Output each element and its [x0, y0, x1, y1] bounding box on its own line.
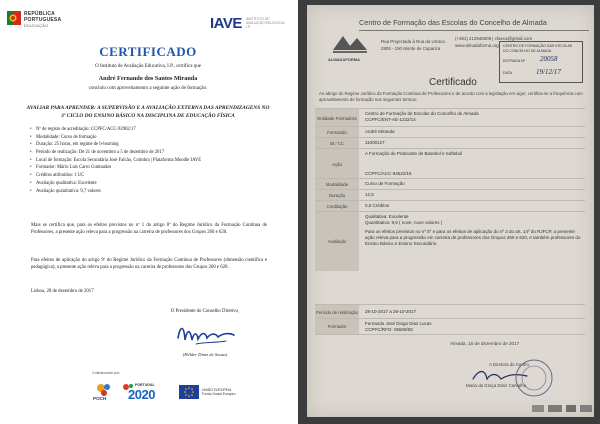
contact-line: (+351) 212946808 | cfaeca@gmail.com — [455, 36, 532, 41]
entity-label: Entidade Formadora — [315, 109, 359, 127]
detail-item: • Avaliação qualitativa: Excelente — [30, 180, 270, 188]
bi-value: 11000127 — [365, 140, 385, 145]
evaluation-qualitative: Qualitativa: Excelente — [365, 214, 409, 219]
stamp-line-3: ENTRADA Nº — [503, 59, 525, 63]
detail-item: • Formador: Mário Luís Carro Guimarães — [30, 164, 270, 172]
republic-sub: EDUCAÇÃO — [24, 23, 49, 28]
course-details-list — [30, 126, 270, 195]
director-title: A Diretora do Centro — [489, 362, 530, 367]
trainer-value — [365, 321, 583, 333]
course-title — [0, 104, 296, 120]
iave-subtitle: INSTITUTO DE AVALIAÇÃO EDUCATIVA, I.P. — [246, 17, 286, 29]
detail-item: • Modalidade: Curso de formação — [30, 134, 270, 142]
portugal-label: PORTUGAL — [135, 383, 155, 387]
portugal-year: 2020 — [128, 387, 155, 402]
duration-label: Duração — [315, 190, 359, 201]
republic-line2: PORTUGUESA — [24, 17, 62, 23]
footer-logos-icon — [532, 404, 592, 413]
evaluation-note: Para os efeitos previstos no nº 5º e para os efeitos de aplicação do nº 3 do art. 14º do RJFCP, a presente ação releva para a progressão em carreira de professores dos Grupos 260 e 620, e também professores do Ensino Básico e Ensino Secundário. — [365, 229, 581, 246]
detail-item: • Duração: 25 horas, em regime de b-learning — [30, 141, 270, 149]
detail-item: • Avaliação quantitativa: 9,7 valores — [30, 188, 270, 196]
scanned-intro: Ao abrigo do Regime Jurídico da Formação Contínua de Professores e de acordo com a legislação em vigor, certifica-se a frequência com aproveitamento de formação nos seguintes termos: — [319, 91, 583, 102]
eu-text: UNIÃO EUROPEIA Fundo Social Europeu — [202, 388, 236, 396]
period-value: 28-10-2017 a 28-10-2017 — [365, 309, 417, 314]
entity-value-line-2: CCPFC/ENT-AE-1232/14 — [365, 117, 416, 122]
scanned-place-date: Almada, 18 de dezembro de 2017 — [450, 341, 520, 346]
trainer-label: Formador — [315, 319, 359, 334]
stamp-handwritten-date: 19/12/17 — [536, 68, 561, 76]
bi-label: BI / CC — [315, 138, 359, 149]
president-label: O Presidente do Conselho Diretivo, — [170, 309, 240, 314]
place-date: Lisboa, 28 de dezembro de 2017 — [31, 289, 94, 294]
director-name: Maria da Graça Diniz Carvalho — [466, 383, 527, 388]
certification-paragraph-1: Mais se certifica que, para os efeitos previstos no nº 1 do artigo 8º do Regime Jurídico da Formação Contínua de Professores, a presente ação releva para a progressão na carreira de professores dos Grupos 260 e 620. — [31, 223, 267, 235]
action-value: A Formação do Praticante de Basebol e Softebol — [365, 151, 463, 156]
credits-label: Creditação — [315, 201, 359, 212]
certification-paragraph-2: Para efeitos de aplicação do artigo 9º do Regime Jurídico da Formação Contínua de Professores (dimensão científica e pedagógica), a presente ação releva para a progressão na carreira de professores dos Grupos 260 e 620. — [31, 258, 267, 270]
row-period — [315, 304, 585, 319]
evaluation-label: Avaliação — [315, 212, 359, 271]
reception-stamp — [499, 41, 583, 83]
intro-line-2: concluiu com aproveitamento a seguinte ação de formação: — [88, 86, 208, 91]
certificate-iave — [0, 0, 296, 424]
poch-logo-text: POCH — [93, 396, 107, 401]
row-entity — [315, 108, 585, 127]
stamp-handwritten-number: 20058 — [540, 55, 558, 63]
entity-value-line-1: Centro de Formação de Escolas do Concelho de Almada — [365, 111, 479, 116]
poch-logo — [92, 381, 118, 403]
course-title-line-2: 3º CICLO DO ENSINO BÁSICO NA DISCIPLINA DE EDUCAÇÃO FÍSICA — [61, 113, 235, 119]
center-address — [381, 38, 445, 52]
row-action — [315, 148, 585, 179]
entity-value — [365, 111, 583, 123]
evaluation-value — [365, 214, 583, 247]
funding-label: Cofinanciado por: — [92, 371, 121, 375]
stamp-line-1: CENTRO DE FORMAÇÃO DAS ESCOLAS — [503, 44, 573, 48]
modality-value: Curso de Formação — [365, 181, 405, 186]
address-line-1: Rua Projectada à Rua da Urraca — [381, 39, 445, 44]
trainee-value: André Miranda — [365, 129, 395, 134]
certificate-title: CERTIFICADO — [99, 44, 197, 59]
iave-logo: IAVE — [210, 15, 242, 32]
detail-item: • Créditos atribuídos: 1 UC — [30, 172, 270, 180]
intro-line-1: O Instituto de Avaliação Educativa, I.P., certifica que — [95, 64, 201, 69]
detail-item: • Nº de registo de acreditação: CCPFC/ACC-92902/17 — [30, 126, 270, 134]
scanned-certificate-panel — [298, 0, 600, 424]
modality-label: Modalidade — [315, 179, 359, 190]
course-title-line-1: AVALIAR PARA APRENDER: A SUPERVISÃO E A AVALIAÇÃO EXTERNA DAS APRENDIZAGENS NO — [26, 105, 270, 111]
scanned-certificate-title: Certificado — [429, 77, 477, 88]
row-evaluation — [315, 211, 585, 271]
header-rule — [359, 30, 589, 31]
eu-flag-icon — [179, 385, 199, 399]
evaluation-quantitative: Quantitativa: 9,9 ( nove, nove valores ) — [365, 220, 443, 225]
action-label: Ação — [315, 149, 359, 179]
scanned-paper — [307, 5, 594, 417]
president-signature — [170, 318, 244, 352]
trainee-name: André Fernando dos Santos Miranda — [98, 75, 198, 82]
republic-line1: REPÚBLICA — [24, 11, 55, 17]
stamp-line-2: DO CONCELHO DE ALMADA — [503, 49, 552, 53]
trainee-label: Formando — [315, 127, 359, 138]
almadaforma-text: ALMADAFORMA — [328, 57, 360, 62]
portuguese-republic-emblem-icon — [7, 11, 21, 25]
row-trainer — [315, 318, 585, 335]
republic-logo-text — [24, 11, 61, 29]
detail-item: • Local de formação: Escola Secundária José Falcão, Coimbra | Plataforma Moodle IAVE — [30, 157, 270, 165]
center-seal-icon — [513, 357, 555, 399]
trainer-name: Fernando José Diogo Dias Lucas — [365, 321, 432, 326]
training-center-name: Centro de Formação das Escolas do Concelho de Almada — [359, 18, 547, 27]
stamp-line-4: DATA — [503, 71, 513, 75]
signer-name: (Hélder Diniz de Sousa) — [182, 352, 228, 357]
website-line: www.almadaforma.org — [455, 43, 499, 48]
detail-item: • Período de realização: De 21 de novembro a 5 de dezembro de 2017 — [30, 149, 270, 157]
action-code: CCPFC/ACC-94522/16 — [365, 171, 412, 176]
trainer-code: CCPFC/RFO- 06509/08 — [365, 327, 413, 332]
duration-value: 12,5 — [365, 192, 374, 197]
address-line-2: 2805 - 150 Monte de Caparica — [381, 46, 441, 51]
credits-value: 0,5 Créditos — [365, 203, 390, 208]
period-label: Período de realização — [315, 305, 359, 319]
